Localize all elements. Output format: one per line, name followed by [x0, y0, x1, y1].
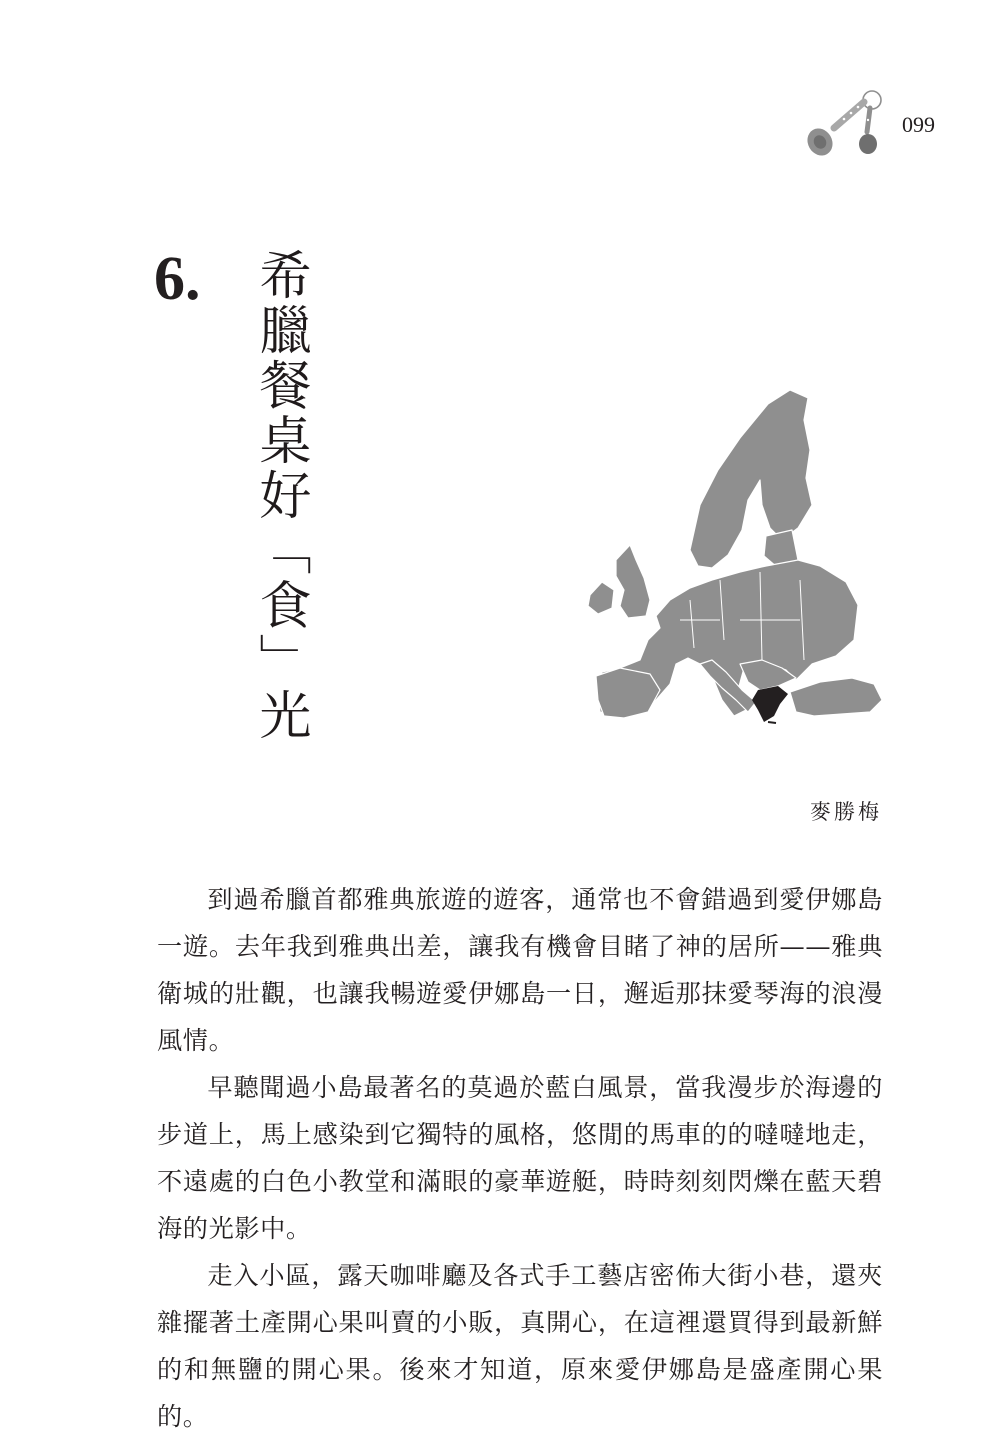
paragraph: 走入小區，露天咖啡廳及各式手工藝店密佈大街小巷，還夾雜擺著土產開心果叫賣的小販，真開心，在這裡還買得到最新鮮的和無鹽的開心果。後來才知道，原來愛伊娜島是盛產開心果的。 — [157, 1261, 883, 1431]
turkey-shape — [790, 678, 882, 716]
article-body — [157, 876, 883, 1440]
measuring-spoons-icon — [804, 88, 894, 160]
europe-map-icon — [588, 388, 884, 724]
author-name: 麥勝梅 — [810, 800, 882, 824]
greece-shape — [752, 686, 788, 722]
chapter-number: 6. — [154, 245, 201, 313]
page-number: 099 — [902, 112, 935, 137]
ireland-shape — [588, 582, 614, 614]
britain-shape — [616, 545, 650, 618]
chapter-title: 希臘餐桌好「食」光 — [250, 248, 310, 743]
paragraph: 到過希臘首都雅典旅遊的遊客，通常也不會錯過到愛伊娜島一遊。去年我到雅典出差，讓我有機會目睹了神的居所——雅典衛城的壯觀，也讓我暢遊愛伊娜島一日，邂逅那抹愛琴海的浪漫風情。 — [157, 885, 883, 1055]
paragraph: 早聽聞過小島最著名的莫過於藍白風景，當我漫步於海邊的步道上，馬上感染到它獨特的風格，悠閒的馬車的的噠噠地走，不遠處的白色小教堂和滿眼的豪華遊艇，時時刻刻閃爍在藍天碧海的光影中。 — [157, 1073, 883, 1243]
iberia-shape — [596, 668, 660, 718]
